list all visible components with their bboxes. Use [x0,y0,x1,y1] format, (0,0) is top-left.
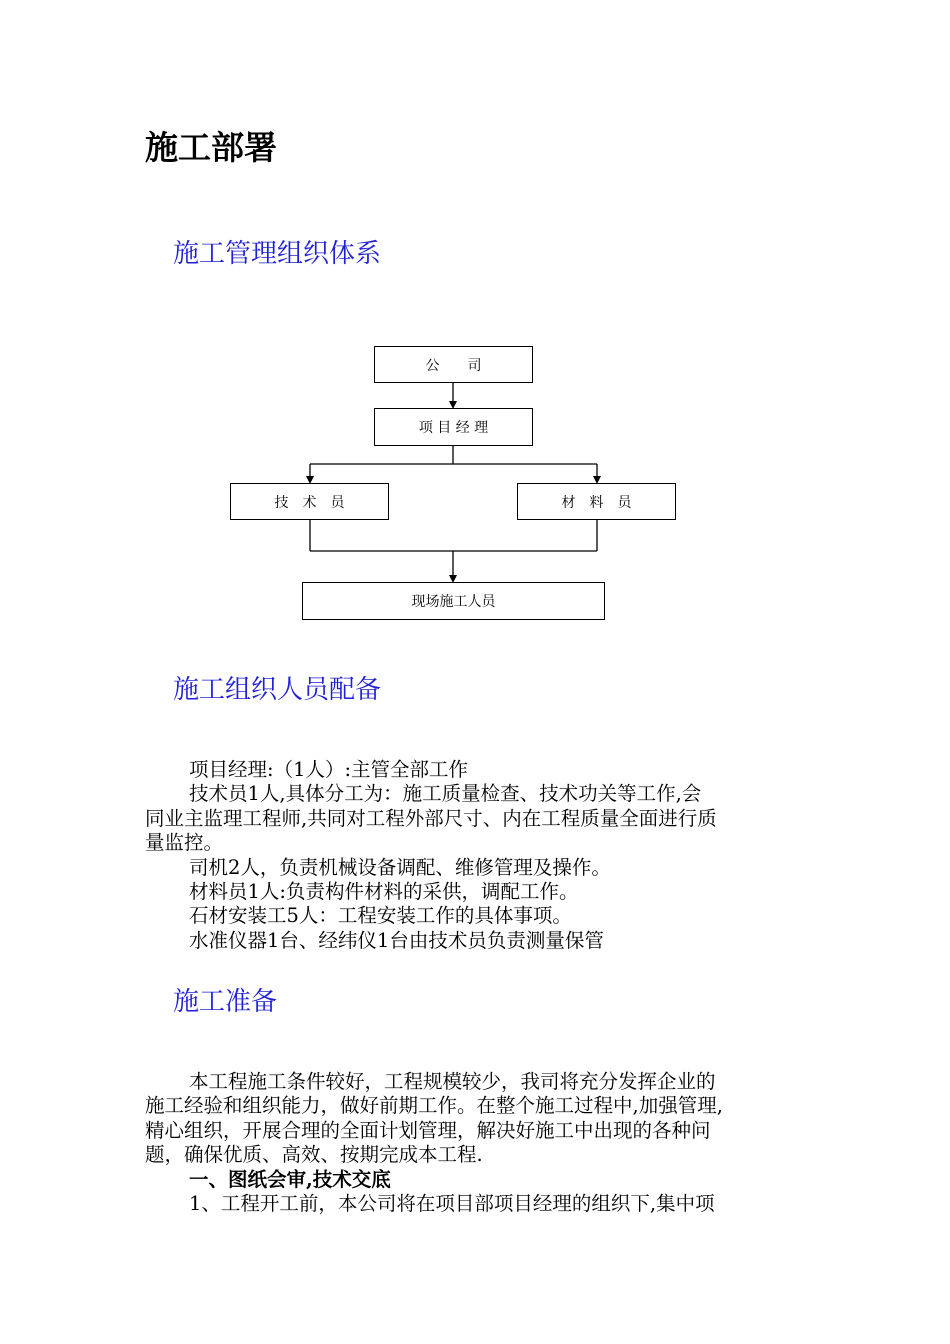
prep-line: 1、工程开工前，本公司将在项目部项目经理的组织下,集中项 [189,1192,715,1216]
staffing-line: 量监控。 [145,831,224,855]
staffing-line: 水准仪器1台、经纬仪1台由技术员负责测量保管 [189,928,604,952]
org-company-label: 公 司 [425,357,482,374]
org-chart-connectors [0,0,950,640]
preparation-paragraph [145,1070,810,1216]
prep-line: 本工程施工条件较好，工程规模较少，我司将充分发挥企业的 [189,1070,716,1093]
subheading-drawing-review: 一、图纸会审,技术交底 [189,1167,391,1191]
staffing-paragraph [145,758,810,953]
staffing-line: 石材安装工5人：工程安装工作的具体事项。 [189,904,572,928]
staffing-line: 材料员1人:负责构件材料的采供，调配工作。 [189,880,579,904]
staffing-line: 技术员1人,具体分工为：施工质量检查、技术功关等工作,会 [189,782,702,806]
staffing-line: 同业主监理工程师,共同对工程外部尺寸、内在工程质量全面进行质 [145,806,717,830]
prep-line: 题，确保优质、高效、按期完成本工程. [145,1143,483,1167]
prep-line: 精心组织，开展合理的全面计划管理，解决好施工中出现的各种问 [145,1118,711,1142]
org-staff-label: 现场施工人员 [411,594,496,610]
section-heading-preparation: 施工准备 [173,987,278,1017]
page-title: 施工部署 [145,128,277,167]
org-box-project-manager [374,408,533,446]
prep-line: 施工经验和组织能力，做好前期工作。在整个施工过程中,加强管理, [145,1094,723,1118]
org-box-site-staff [302,582,605,620]
org-box-technician [230,483,389,520]
section-heading-staffing: 施工组织人员配备 [173,675,382,705]
staffing-line: 司机2人，负责机械设备调配、维修管理及操作。 [189,855,611,879]
staffing-line: 项目经理:（1人）:主管全部工作 [189,758,469,781]
org-tech-label: 技 术 员 [274,494,345,511]
org-material-label: 材 料 员 [561,494,632,511]
org-pm-label: 项 目 经 理 [418,420,489,436]
org-box-material-officer [517,483,676,520]
org-box-company [374,346,533,383]
section-heading-org-system: 施工管理组织体系 [173,239,382,269]
